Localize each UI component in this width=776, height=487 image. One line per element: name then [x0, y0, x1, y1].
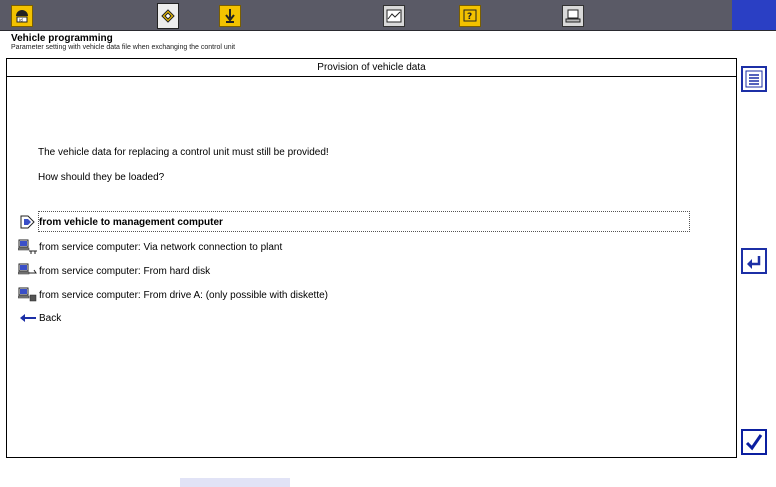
back-arrow-icon: [18, 309, 38, 327]
option-hard-disk[interactable]: [18, 262, 210, 280]
hard-disk-computer-icon: [18, 262, 38, 280]
svg-text:id: id: [19, 17, 23, 23]
page-subtitle: Parameter setting with vehicle data file when exchanging the control unit: [11, 44, 236, 51]
option-label: from service computer: From hard disk: [39, 265, 211, 277]
main-toolbar: [0, 0, 776, 31]
network-computer-icon: [18, 238, 38, 256]
programming-button[interactable]: [157, 3, 179, 29]
status-area: [0, 460, 776, 487]
frame-divider: [6, 457, 737, 458]
option-network-connection[interactable]: [18, 238, 282, 256]
diskette-computer-icon: [18, 286, 38, 304]
computer-button[interactable]: [562, 5, 584, 27]
list-icon: [744, 69, 764, 89]
page-title: Vehicle programming: [11, 33, 113, 44]
option-vehicle-to-management-computer[interactable]: [18, 213, 223, 231]
instruction-text: The vehicle data for replacing a control unit must still be provided!: [38, 147, 329, 158]
vehicle-transfer-icon: [18, 213, 38, 231]
page-header: [0, 31, 740, 56]
measurement-icon: [223, 8, 237, 24]
checkmark-icon: [744, 432, 764, 452]
status-bar-fragment: [180, 478, 290, 487]
help-button[interactable]: [459, 5, 481, 27]
measurement-button[interactable]: [219, 5, 241, 27]
computer-icon: [565, 8, 581, 24]
confirm-button[interactable]: [741, 429, 767, 455]
programming-icon: [159, 7, 177, 25]
help-icon: [462, 8, 478, 24]
diagnosis-button[interactable]: [11, 5, 33, 27]
list-button[interactable]: [741, 66, 767, 92]
question-text: How should they be loaded?: [38, 172, 165, 183]
oscilloscope-button[interactable]: [383, 5, 405, 27]
diagnosis-icon: [14, 8, 30, 24]
option-label: from service computer: Via network connection to plant: [39, 241, 283, 253]
frame-divider: [6, 58, 7, 458]
back-label: Back: [39, 312, 62, 324]
option-label: from service computer: From drive A: (only possible with diskette): [39, 289, 328, 301]
section-title: Provision of vehicle data: [7, 59, 736, 77]
oscilloscope-icon: [386, 9, 402, 23]
back-link[interactable]: [18, 309, 61, 327]
option-label: from vehicle to management computer: [39, 216, 223, 228]
return-button[interactable]: [741, 248, 767, 274]
frame-divider: [736, 58, 737, 458]
option-drive-a[interactable]: [18, 286, 328, 304]
return-icon: [745, 253, 763, 269]
toolbar-accent-panel: [732, 0, 776, 30]
svg-text:?: ?: [467, 12, 473, 22]
